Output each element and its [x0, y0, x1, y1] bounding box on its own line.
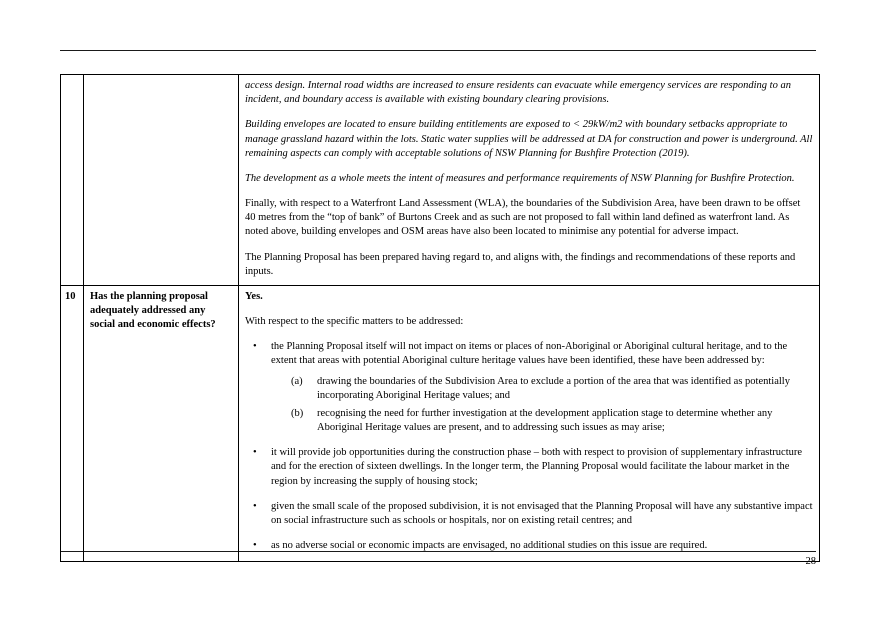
answer-intro: Yes.	[245, 290, 263, 302]
row-question-cell	[84, 75, 239, 286]
answer-sub-list	[287, 375, 813, 436]
answer-bullet-list	[245, 340, 813, 553]
sub-list-item-text: drawing the boundaries of the Subdivision Area to exclude a portion of the area that was identified as potentially incorporating Aboriginal Heritage values; and	[317, 375, 790, 401]
answer-body	[239, 286, 819, 561]
list-item	[245, 340, 813, 435]
answer-paragraph: access design. Internal road widths are increased to ensure residents can evacuate while emergency services are responding to an incident, and boundary access is available with existing boundary clearing provisions.	[245, 80, 791, 106]
answer-paragraph: The Planning Proposal has been prepared having regard to, and aligns with, the findings and recommendations of these reports and inputs.	[245, 251, 796, 277]
sub-list-marker: (a)	[291, 375, 303, 387]
bullet-marker: •	[253, 540, 257, 552]
sub-list-item	[287, 375, 813, 403]
bullet-marker: •	[253, 447, 257, 459]
row-number-cell	[61, 75, 84, 286]
sub-list-marker: (b)	[291, 407, 304, 419]
header-rule	[60, 50, 816, 51]
sub-list-item-text: recognising the need for further investigation at the development application stage to determine whether any Aboriginal Heritage values are present, and to addressing such issues as may arise;	[317, 407, 773, 434]
answer-lead: With respect to the specific matters to be addressed:	[245, 316, 464, 328]
list-item	[245, 446, 813, 489]
answer-body	[239, 75, 819, 285]
row-number-cell	[61, 285, 84, 561]
list-item-text: as no adverse social or economic impacts are envisaged, no additional studies on this issue are required.	[271, 540, 708, 552]
table-row-continuation	[61, 75, 820, 286]
row-number: 10	[65, 290, 76, 302]
table-row-item-10	[61, 285, 820, 561]
list-item-text: given the small scale of the proposed subdivision, it is not envisaged that the Planning Proposal will have any substantive impact on social infrastructure such as schools or hospitals, nor on existing retail centres; and	[271, 500, 813, 526]
row-question: Has the planning proposal adequately addressed any social and economic effects?	[90, 290, 216, 330]
row-answer-cell	[239, 285, 820, 561]
page-number: 28	[805, 556, 816, 567]
answer-paragraph: The development as a whole meets the intent of measures and performance requirements of NSW Planning for Bushfire Protection.	[245, 172, 795, 184]
row-answer-cell	[239, 75, 820, 286]
row-question-cell	[84, 285, 239, 561]
bullet-marker: •	[253, 341, 257, 353]
list-item-text: it will provide job opportunities during the construction phase – both with respect to provision of supplementary infrastructure and for the erection of sixteen dwellings. In the longer term, the Planning Proposal would facilitate the labour market in the region by increasing the supply of housing stock;	[271, 447, 803, 487]
answer-paragraph: Building envelopes are located to ensure building entitlements are exposed to < 29kW/m2 with boundary setbacks appropriate to manage grassland hazard within the lots. Static water supplies will be addressed at DA for construction and power is underground. All remaining aspects can comply with acceptable solutions of NSW Planning for Bushfire Protection (2019).	[245, 119, 813, 159]
sub-list-wrapper	[271, 375, 813, 436]
answer-paragraph: Finally, with respect to a Waterfront Land Assessment (WLA), the boundaries of the Subdivision Area, have been drawn to be offset 40 metres from the “top of bank” of Burtons Creek and as such are not proposed to fall within land defined as waterfront land. As noted above, building envelopes and OSM areas have also been located to minimise any potential for adverse impact.	[245, 198, 801, 238]
list-item	[245, 500, 813, 528]
bullet-marker: •	[253, 500, 257, 512]
list-item-text: the Planning Proposal itself will not impact on items or places of non-Aboriginal or Aboriginal cultural heritage, and to the extent that areas with potential Aboriginal culture heritage values have been identified, these have been addressed by:	[271, 341, 788, 367]
list-item	[245, 539, 813, 553]
assessment-table	[60, 74, 820, 562]
sub-list-item	[287, 407, 813, 435]
